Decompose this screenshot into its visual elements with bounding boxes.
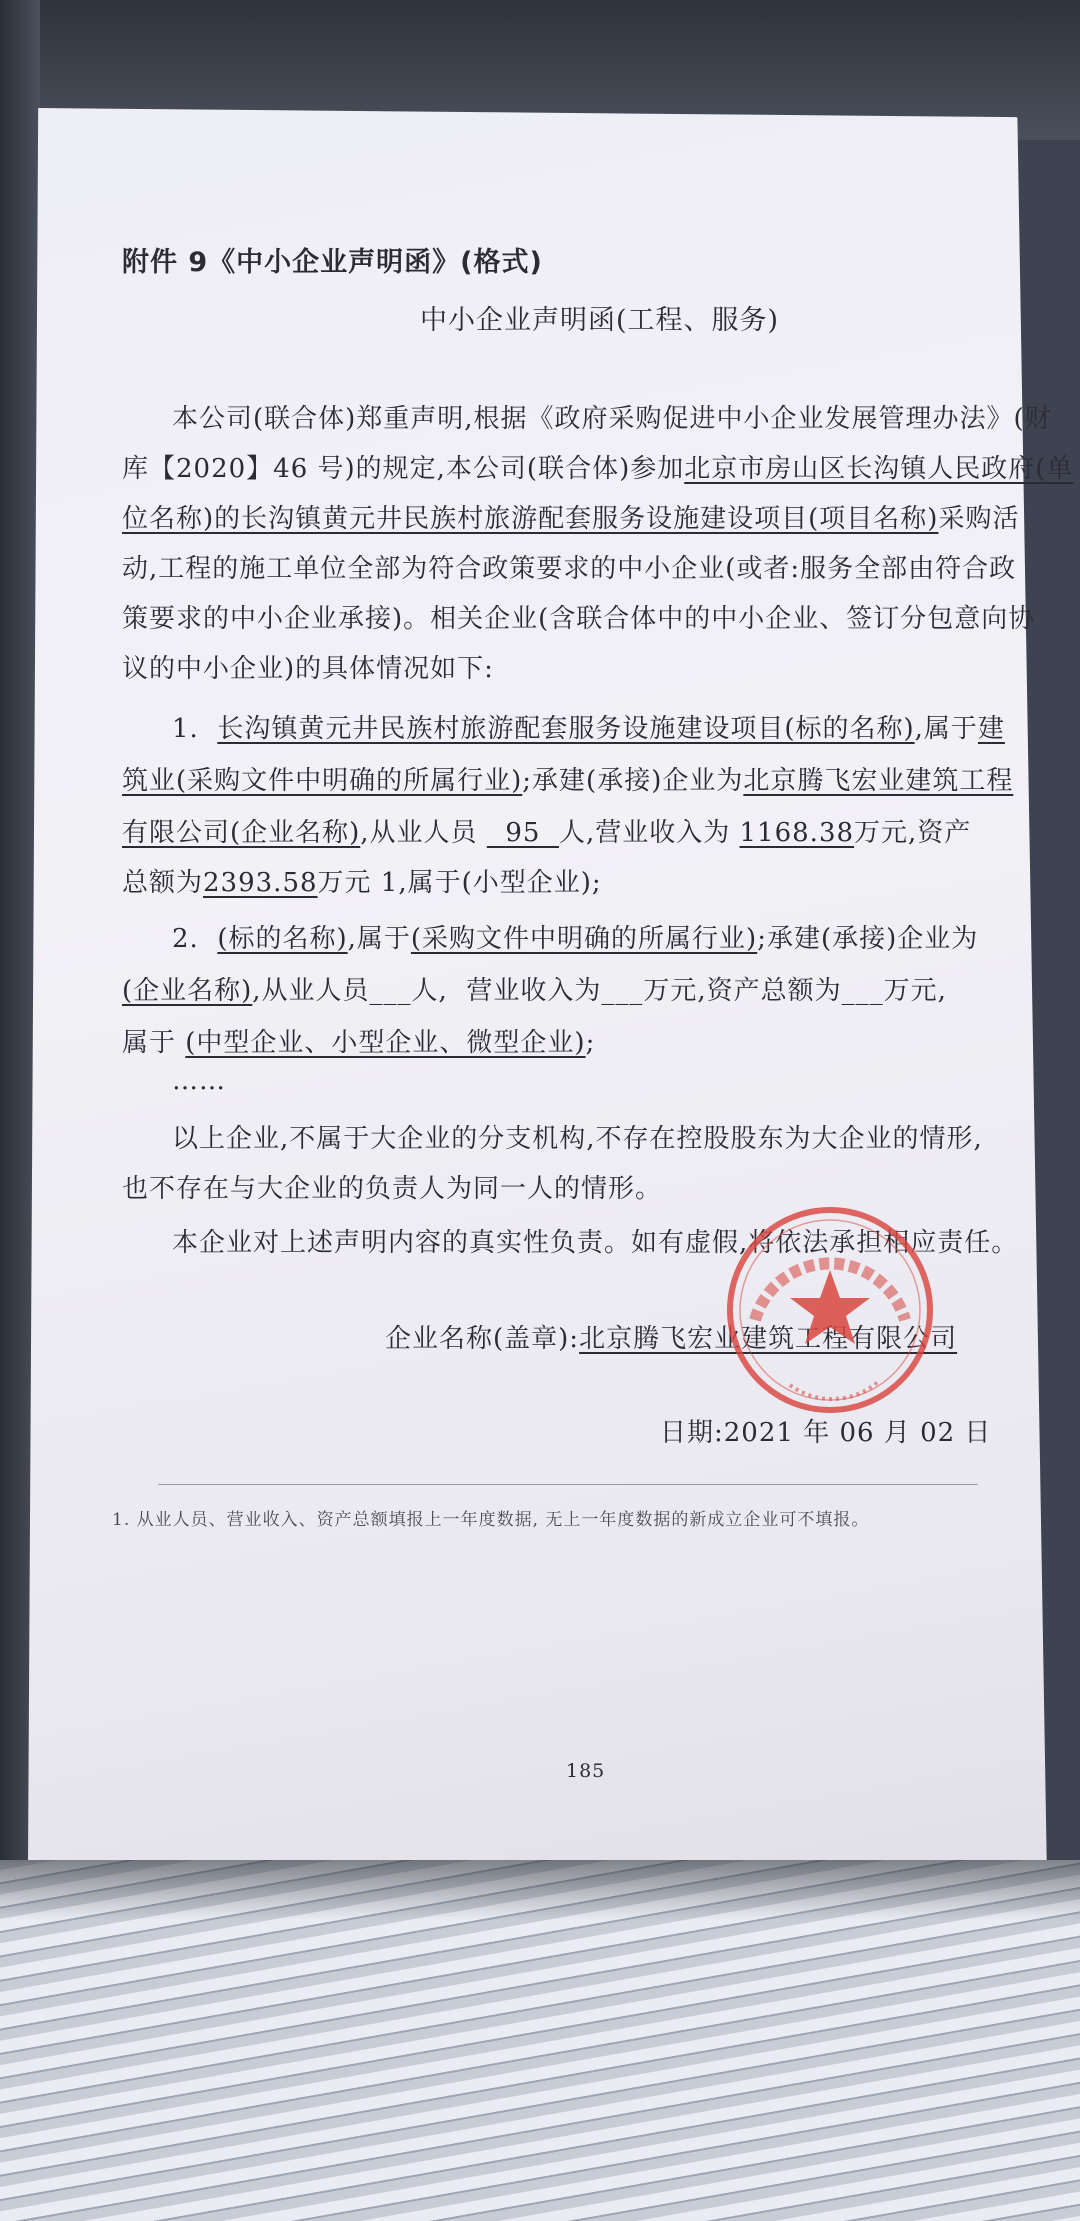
signature-date: 日期:2021 年 06 月 02 日 bbox=[660, 1418, 992, 1448]
page-number: 185 bbox=[566, 1760, 606, 1782]
signature-label: 企业名称(盖章): bbox=[385, 1324, 580, 1354]
statement-line-1: 以上企业,不属于大企业的分支机构,不存在控股股东为大企业的情形, bbox=[172, 1124, 983, 1154]
intro-line-1: 本公司(联合体)郑重声明,根据《政府采购促进中小企业发展管理办法》(财 bbox=[172, 404, 1052, 434]
statement-line-2: 也不存在与大企业的负责人为同一人的情形。 bbox=[122, 1174, 663, 1204]
document-title: 中小企业声明函(工程、服务) bbox=[420, 305, 780, 336]
item1-line-4: 总额为2393.58万元 1,属于(小型企业); bbox=[122, 868, 602, 898]
footnote-divider bbox=[158, 1484, 978, 1485]
intro-line-5: 策要求的中小企业承接)。相关企业(含联合体中的中小企业、签订分包意向协 bbox=[122, 604, 1036, 634]
intro-line-4: 动,工程的施工单位全部为符合政策要求的中小企业(或者:服务全部由符合政 bbox=[122, 554, 1017, 584]
intro-line-2: 库【2020】46 号)的规定,本公司(联合体)参加北京市房山区长沟镇人民政府(单 bbox=[122, 454, 1074, 484]
signature-company: 北京腾飞宏业建筑工程有限公司 bbox=[579, 1324, 958, 1354]
intro-line-6: 议的中小企业)的具体情况如下: bbox=[122, 654, 494, 684]
item1-line-3: 有限公司(企业名称),从业人员 95 人,营业收入为 1168.38万元,资产 bbox=[122, 818, 972, 848]
ellipsis: …… bbox=[172, 1066, 226, 1096]
item2-line-3: 属于 (中型企业、小型企业、微型企业); bbox=[122, 1028, 596, 1058]
attachment-heading: 附件 9《中小企业声明函》(格式) bbox=[122, 247, 543, 278]
intro-line-3: 位名称)的长沟镇黄元井民族村旅游配套服务设施建设项目(项目名称)采购活 bbox=[122, 504, 1020, 534]
footnote: 1. 从业人员、营业收入、资产总额填报上一年度数据, 无上一年度数据的新成立企业可不填报。 bbox=[112, 1510, 870, 1530]
item1-line-2: 筑业(采购文件中明确的所属行业);承建(承接)企业为北京腾飞宏业建筑工程 bbox=[122, 766, 1014, 796]
seal-star-icon bbox=[790, 1270, 870, 1344]
item1-line-1: 1. 长沟镇黄元井民族村旅游配套服务设施建设项目(标的名称),属于建 bbox=[172, 714, 1005, 744]
item2-line-1: 2. (标的名称),属于(采购文件中明确的所属行业);承建(承接)企业为 bbox=[172, 924, 979, 954]
item2-line-2: (企业名称),从业人员___人, 营业收入为___万元,资产总额为___万元, bbox=[122, 976, 947, 1006]
statement-line-3: 本企业对上述声明内容的真实性负责。如有虚假,将依法承担相应责任。 bbox=[172, 1228, 1019, 1258]
company-seal bbox=[720, 1200, 940, 1420]
